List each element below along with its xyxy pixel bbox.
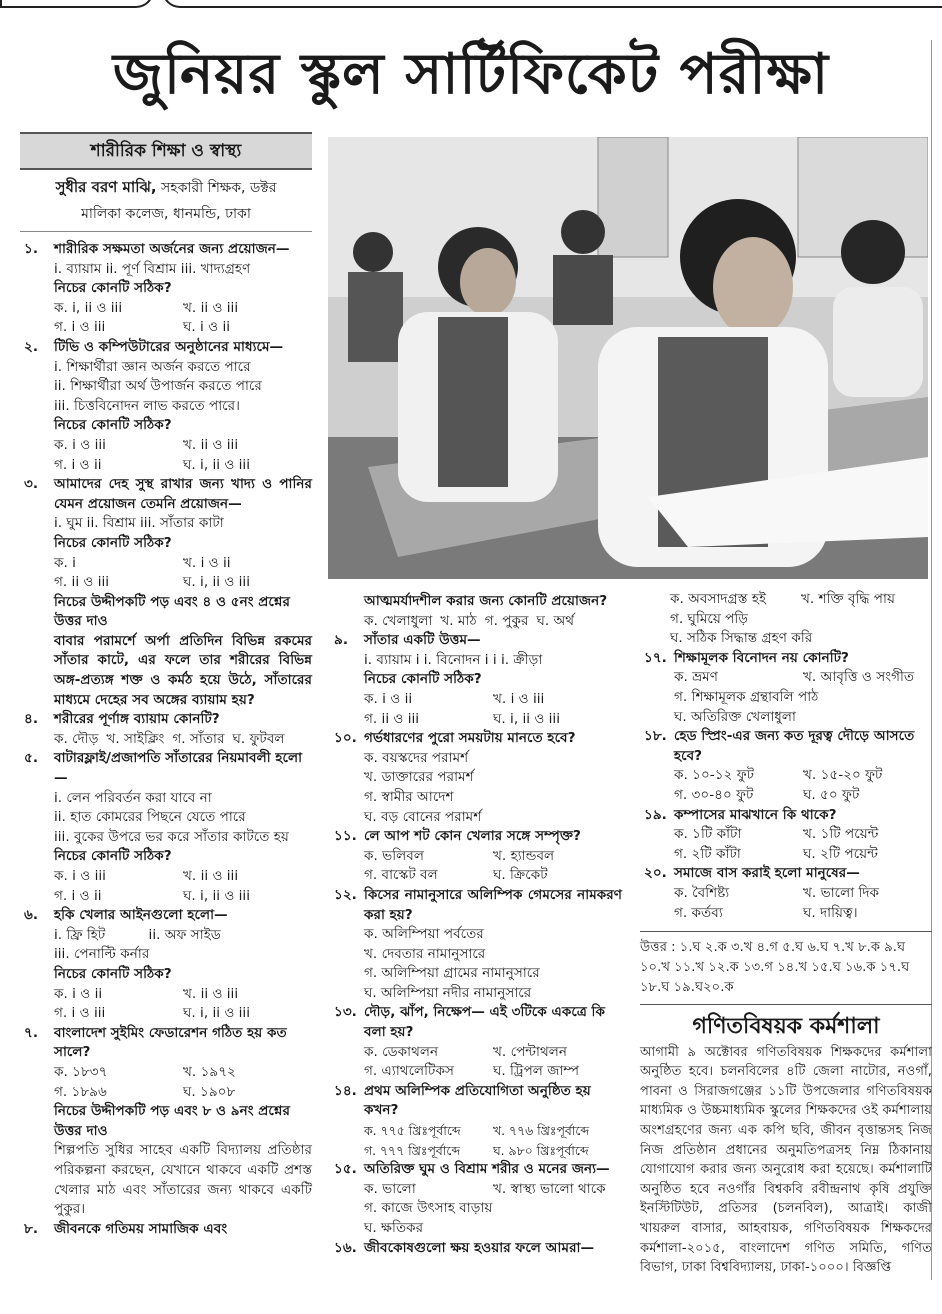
left-column: [20, 132, 312, 1239]
page-frame: [0, 0, 942, 10]
q8-o-3: ঘ. অর্থ: [536, 612, 575, 629]
q18-t: হেড স্প্রিং-এর জন্য কত দূরত্ব দৌড়ে আসতে হবে?: [674, 728, 915, 764]
author-role: সহকারী শিক্ষক, ডক্টর: [161, 180, 277, 196]
q3-t: আমাদের দেহ সুস্থ রাখার জন্য খাদ্য ও পানির যেমন প্রয়োজন তেমনি প্রয়োজন—: [54, 476, 312, 512]
q10-o-3: ঘ. বড় বোনের পরামর্শ: [364, 808, 482, 825]
question-17: [640, 649, 932, 727]
q9-o-0: ক. i ও ii: [364, 690, 413, 707]
author-byline: [20, 174, 312, 232]
question-19: [640, 806, 932, 865]
q4-n: ৪.: [24, 711, 38, 728]
q11-o-1: খ. হ্যান্ডবল: [493, 847, 555, 864]
q7-t: বাংলাদেশ সুইমিং ফেডারেশন গঠিত হয় কত সালে?: [54, 1024, 287, 1061]
question-8: [20, 1220, 312, 1240]
q15-o-1: খ. স্বাস্থ্য ভালো থাকে: [493, 1180, 606, 1197]
q20-o-2: গ. কর্তব্য: [674, 904, 723, 921]
q18-o-3: ঘ. ৫০ ফুট: [803, 786, 860, 803]
q3-o-0: ক. i: [54, 554, 76, 571]
q16-n: ১৬.: [334, 1239, 357, 1256]
q4-o-3: ঘ. ফুটবল: [232, 730, 285, 747]
q13-o-2: গ. এ্যাথলেটিকস: [364, 1063, 454, 1080]
q12-o-3: ঘ. অলিম্পিয়া নদীর নামানুসারে: [364, 984, 532, 1001]
question-18: [640, 727, 932, 805]
question-4: [20, 710, 312, 749]
right-column: [640, 590, 932, 1278]
q8-n: ৮.: [24, 1220, 38, 1237]
q6-t: হকি খেলার আইনগুলো হলো—: [54, 907, 228, 924]
q1-o-1: খ. ii ও iii: [183, 299, 239, 316]
q7-o-0: ক. ১৮৩৭: [54, 1063, 108, 1080]
q6-i-1: iii. পেনাল্টি কর্নার: [54, 946, 150, 963]
q8-o-1: খ. মাঠ: [440, 612, 477, 629]
q15-o-3: ঘ. ক্ষতিকর: [364, 1220, 424, 1236]
q19-n: ১৯.: [644, 806, 667, 823]
q16-o-1: খ. শক্তি বৃদ্ধি পায়: [801, 591, 895, 607]
q5-o-2: গ. i ও ii: [54, 887, 102, 904]
q15-o-2: গ. কাজে উৎসাহ বাড়ায়: [364, 1200, 493, 1217]
q4-o-0: ক. দৌড়: [54, 730, 99, 747]
q4-t: শরীরের পূর্ণাঙ্গ ব্যায়াম কোনটি?: [54, 711, 220, 728]
q19-o-1: খ. ১টি পয়েন্ট: [803, 826, 879, 843]
question-8-cont: [330, 592, 622, 631]
stem1: নিচের উদ্দীপকটি পড় এবং ৪ ও ৫নং প্রশ্নের উত্তর দাও: [54, 593, 290, 630]
q5-o-3: ঘ. i, ii ও iii: [183, 887, 250, 904]
q5-n: ৫.: [24, 750, 38, 767]
q19-o-0: ক. ১টি কাঁটা: [674, 826, 742, 843]
q3-o-2: গ. ii ও iii: [54, 574, 110, 591]
q17-n: ১৭.: [644, 649, 667, 666]
question-3: [20, 475, 312, 593]
q16-o-0: ক. অবসাদগ্রস্ত হই: [670, 591, 767, 607]
q15-n: ১৫.: [334, 1161, 357, 1178]
q2-s: নিচের কোনটি সঠিক?: [54, 417, 172, 434]
question-1: [20, 240, 312, 338]
q7-o-1: খ. ১৯৭২: [183, 1063, 236, 1080]
workshop-body: আগামী ৯ অক্টোবর গণিতবিষয়ক শিক্ষকদের কর্মশালা অনুষ্ঠিত হবে। চলনবিলের ৪টি জেলা নাটোর, নওগাঁ, পাবনা ও সিরাজগঞ্জের ১১টি উপজেলার গণিতবিষয়ক মাধ্যমিক ও উচ্চমাধ্যমিক স্কুলের শিক্ষকদের ওই কর্মশালায় অংশগ্রহণের জন্য এক কপি ছবি, জীবন বৃত্তান্তসহ নিজ নিজ প্রতিষ্ঠান প্রধানের অনুমতিপত্রসহ নিম্ন ঠিকানায় যোগাযোগ করার জন্য অনুরোধ করা হয়েছে। কর্মশালাটি অনুষ্ঠিত হবে নওগাঁর বিশ্বকবি রবীন্দ্রনাথ কৃষি প্রযুক্তি ইনস্টিটিউট, প্রতিসর (চলনবিল), আত্রাই। কাজী খায়রুল বাসার, আহবায়ক, গণিতবিষয়ক শিক্ষকদের কর্মশালা-২০১৫, বাংলাদেশ গণিত সমিতি, গণিত বিভাগ, ঢাকা বিশ্ববিদ্যালয়, ঢাকা-১০০০। বিজ্ঞপ্তি: [640, 1044, 932, 1276]
q10-n: ১০.: [334, 730, 357, 747]
q14-t: প্রথম অলিম্পিক প্রতিযোগিতা অনুষ্ঠিত হয় কখন?: [364, 1082, 591, 1119]
q10-o-2: গ. স্বামীর আদেশ: [364, 788, 454, 805]
author-institution: মালিকা কলেজ, ধানমন্ডি, ঢাকা: [81, 206, 251, 222]
headline: জুনিয়র স্কুল সার্টিফিকেট পরীক্ষা: [112, 41, 830, 107]
q2-t: টিভি ও কম্পিউটারের অনুষ্ঠানের মাধ্যমে—: [54, 338, 284, 355]
q7-o-2: গ. ১৮৯৬: [54, 1083, 107, 1100]
students-writing-exam-image: [328, 137, 928, 579]
question-11: [330, 827, 622, 886]
q8-o-0: ক. খেলাধুলা: [364, 612, 433, 629]
question-13: [330, 1003, 622, 1081]
q9-n: ৯.: [334, 632, 348, 649]
question-14: [330, 1082, 622, 1160]
question-20: [640, 864, 932, 923]
q5-o-1: খ. ii ও iii: [183, 868, 239, 884]
q6-n: ৬.: [24, 907, 39, 924]
question-6: [20, 906, 312, 1024]
q18-o-0: ক. ১০-১২ ফুট: [674, 767, 755, 784]
q12-n: ১২.: [334, 886, 357, 903]
q8-o-2: গ. পুকুর: [484, 612, 529, 629]
answer-key: উত্তর : ১.ঘ ২.ক ৩.খ ৪.গ ৫.ঘ ৬.ঘ ৭.খ ৮.ক ৯.ঘ ১০.খ ১১.খ ১২.ক ১৩.গ ১৪.খ ১৫.ঘ ১৬.ক ১৭.ঘ ১৮.ঘ ১৯.ঘ২০.ক: [640, 931, 932, 1005]
question-12: [330, 886, 622, 1004]
q2-o-2: গ. i ও ii: [54, 456, 102, 473]
q9-i: i. ব্যায়াম i i. বিনোদন i i i. ক্রীড়া: [364, 651, 543, 668]
q19-t: কম্পাসের মাঝখানে কি থাকে?: [674, 806, 837, 823]
q4-o-1: খ. সাইক্লিং: [106, 730, 165, 747]
q13-o-3: ঘ. ট্রিপল জাম্প: [493, 1063, 580, 1080]
q16-o-2: গ. ঘুমিয়ে পড়ি: [670, 610, 748, 627]
q13-n: ১৩.: [334, 1004, 357, 1021]
q11-o-3: ঘ. ক্রিকেট: [493, 867, 548, 884]
q10-t: গর্ভধারণের পুরো সময়টায় মানতে হবে?: [364, 730, 576, 747]
q20-o-0: ক. বৈশিষ্ট্য: [674, 884, 730, 901]
section-title: শারীরিক শিক্ষা ও স্বাস্থ্য: [20, 132, 312, 170]
q11-o-0: ক. ভলিবল: [364, 847, 424, 864]
question-16-options: [640, 590, 932, 649]
q1-t: শারীরিক সক্ষমতা অর্জনের জন্য প্রয়োজন—: [54, 241, 290, 257]
q19-o-3: ঘ. ২টি পয়েন্ট: [803, 845, 878, 862]
workshop-title: গণিতবিষয়ক কর্মশালা: [692, 1013, 880, 1040]
q9-s: নিচের কোনটি সঠিক?: [364, 671, 482, 688]
q3-o-1: খ. i ও ii: [183, 554, 231, 571]
question-7: [20, 1024, 312, 1102]
q16-o-3: ঘ. সঠিক সিদ্ধান্ত গ্রহণ করি: [670, 630, 813, 647]
q20-o-1: খ. ভালো দিক: [803, 884, 880, 901]
q20-t: সমাজে বাস করাই হলো মানুষের—: [674, 865, 860, 882]
stem2: নিচের উদ্দীপকটি পড় এবং ৮ ও ৯নং প্রশ্নের উত্তর দাও: [54, 1103, 290, 1139]
q14-o-2: গ. ৭৭৭ খ্রিঃপূর্বাব্দে: [364, 1142, 461, 1158]
q11-t: লে আপ শট কোন খেলার সঙ্গে সম্পৃক্ত?: [364, 828, 581, 845]
question-15: [330, 1160, 622, 1238]
q19-o-2: গ. ২টি কাঁটা: [674, 845, 741, 862]
q14-o-0: ক. ৭৭৫ খ্রিঃপূর্বাব্দে: [364, 1123, 461, 1139]
q9-o-2: গ. ii ও iii: [364, 710, 420, 727]
q20-o-3: ঘ. দায়িত্ব।: [803, 904, 858, 921]
q2-o-3: ঘ. i, ii ও iii: [183, 456, 250, 473]
q6-o-0: ক. i ও ii: [54, 985, 103, 1002]
q1-o-0: ক. i, ii ও iii: [54, 299, 123, 316]
q15-o-0: ক. ভালো: [364, 1180, 416, 1197]
question-2: [20, 338, 312, 475]
q9-o-1: খ. i ও iii: [493, 690, 545, 707]
q2-o-0: ক. i ও iii: [54, 436, 106, 453]
q7-n: ৭.: [24, 1024, 39, 1041]
q18-n: ১৮.: [644, 728, 667, 745]
q17-o-1: খ. আবৃত্তি ও সংগীত: [803, 669, 915, 686]
q5-i-1: ii. হাত কোমরের পিছনে যেতে পারে: [54, 809, 246, 826]
q6-s: নিচের কোনটি সঠিক?: [54, 965, 172, 982]
q6-o-3: ঘ. i, ii ও iii: [183, 1005, 250, 1022]
q13-t: দৌড়, ঝাঁপ, নিক্ষেপ— এই ৩টিকে একত্রে কি বলা হয়?: [364, 1004, 605, 1041]
q2-n: ২.: [24, 338, 39, 355]
q6-i-0: i. ফ্রি হিট ii. অফ সাইড: [54, 926, 221, 943]
q1-o-3: ঘ. i ও ii: [183, 319, 231, 336]
q9-o-3: ঘ. i, ii ও iii: [493, 710, 560, 727]
author-name: সুধীর বরণ মাঝি,: [55, 178, 157, 196]
q18-o-1: খ. ১৫-২০ ফুট: [803, 767, 883, 784]
middle-column: [330, 592, 622, 1258]
q5-o-0: ক. i ও iii: [54, 868, 106, 884]
q17-o-0: ক. ভ্রমণ: [674, 669, 718, 686]
q1-s: নিচের কোনটি সঠিক?: [54, 280, 172, 297]
q14-o-1: খ. ৭৭৬ খ্রিঃপূর্বাব্দে: [493, 1123, 590, 1139]
question-10: [330, 729, 622, 827]
stimulus-1: [20, 593, 312, 711]
q5-s: নিচের কোনটি সঠিক?: [54, 848, 172, 865]
q5-i-0: i. লেন পরিবর্তন করা যাবে না: [54, 789, 212, 806]
q3-o-3: ঘ. i, ii ও iii: [183, 574, 250, 591]
q11-o-2: গ. বাস্কেট বল: [364, 867, 438, 884]
q12-o-2: গ. অলিম্পিয়া গ্রামের নামানুসারে: [364, 965, 540, 982]
q12-o-0: ক. অলিম্পিয়া পর্বতের: [364, 926, 484, 943]
question-9: [330, 631, 622, 729]
q20-n: ২০.: [644, 865, 667, 882]
q5-i-2: iii. বুকের উপরে ভর করে সাঁতার কাটতে হয়: [54, 828, 289, 845]
q13-o-0: ক. ডেকাথলন: [364, 1043, 439, 1060]
q3-s: নিচের কোনটি সঠিক?: [54, 534, 172, 551]
question-16: [330, 1239, 622, 1259]
q2-o-1: খ. ii ও iii: [183, 436, 239, 453]
q6-o-1: খ. ii ও iii: [183, 985, 239, 1002]
q14-o-3: ঘ. ৯৮০ খ্রিঃপূর্বাব্দে: [493, 1142, 589, 1158]
q17-o-3: ঘ. অতিরিক্ত খেলাধুলা: [674, 708, 796, 725]
q14-n: ১৪.: [334, 1082, 357, 1099]
q16-t: জীবকোষগুলো ক্ষয় হওয়ার ফলে আমরা—: [364, 1239, 595, 1256]
q1-i: i. ব্যায়াম ii. পূর্ণ বিশ্রাম iii. খাদ্যগ্রহণ: [54, 260, 251, 277]
para1: বাবার পরামর্শে অর্পা প্রতিদিন বিভিন্ন রকমের সাঁতার কাটে, এর ফলে তার শরীরের বিভিন্ন অঙ্গ-প্রত্যঙ্গ শক্ত ও কর্মঠ হয়ে উঠে, সাঁতারের মাধ্যমে দেহের সব অঙ্গের ব্যায়াম হয়?: [54, 632, 312, 708]
q2-i-0: i. শিক্ষার্থীরা জ্ঞান অর্জন করতে পারে: [54, 358, 251, 375]
exam-photo: [328, 137, 928, 579]
q10-o-0: ক. বয়স্কদের পরামর্শ: [364, 749, 469, 766]
q1-o-2: গ. i ও iii: [54, 319, 106, 336]
q12-o-1: খ. দেবতার নামানুসারে: [364, 945, 486, 962]
q3-n: ৩.: [24, 476, 39, 493]
q17-o-2: গ. শিক্ষামূলক গ্রন্থাবলি পাঠ: [674, 688, 819, 705]
q1-n: ১.: [24, 241, 38, 257]
para2: শিল্পপতি সুধির সাহেব একটি বিদ্যালয় প্রতিষ্ঠার পরিকল্পনা করছেন, যেখানে থাকবে একটি প্রশস্ত খেলার মাঠ এবং সাঁতারের জন্য থাকবে একটি পুকুর।: [54, 1142, 312, 1218]
q8-cont: আত্মমর্যাদশীল করার জন্য কোনটি প্রয়োজন?: [364, 593, 608, 609]
q18-o-2: গ. ৩০-৪০ ফুট: [674, 786, 754, 803]
q8-t: জীবনকে গতিময় সামাজিক এবং: [54, 1220, 228, 1237]
q15-t: অতিরিক্ত ঘুম ও বিশ্রাম শরীর ও মনের জন্য—: [364, 1161, 610, 1178]
stimulus-2: [20, 1102, 312, 1220]
q6-o-2: গ. i ও iii: [54, 1005, 106, 1022]
q5-t: বাটারফ্লাই/প্রজাপতি সাঁতারের নিয়মাবলী হলো—: [54, 750, 303, 787]
q11-n: ১১.: [334, 828, 357, 845]
q3-i: i. ঘুম ii. বিশ্রাম iii. সাঁতার কাটা: [54, 515, 224, 532]
q9-t: সাঁতার একটি উত্তম—: [364, 632, 481, 649]
q2-i-1: ii. শিক্ষার্থীরা অর্থ উপার্জন করতে পারে: [54, 378, 262, 395]
q13-o-1: খ. পেন্টাথলন: [493, 1043, 567, 1060]
q4-o-2: গ. সাঁতার: [172, 730, 225, 747]
q2-i-2: iii. চিত্তবিনোদন লাভ করতে পারে।: [54, 397, 240, 414]
q17-t: শিক্ষামূলক বিনোদন নয় কোনটি?: [674, 649, 849, 666]
question-5: [20, 749, 312, 906]
q10-o-1: খ. ডাক্তারের পরামর্শ: [364, 769, 474, 786]
q7-o-3: ঘ. ১৯০৮: [183, 1083, 236, 1100]
q12-t: কিসের নামানুসারে অলিম্পিক গেমসের নামকরণ করা হয়?: [364, 886, 622, 923]
